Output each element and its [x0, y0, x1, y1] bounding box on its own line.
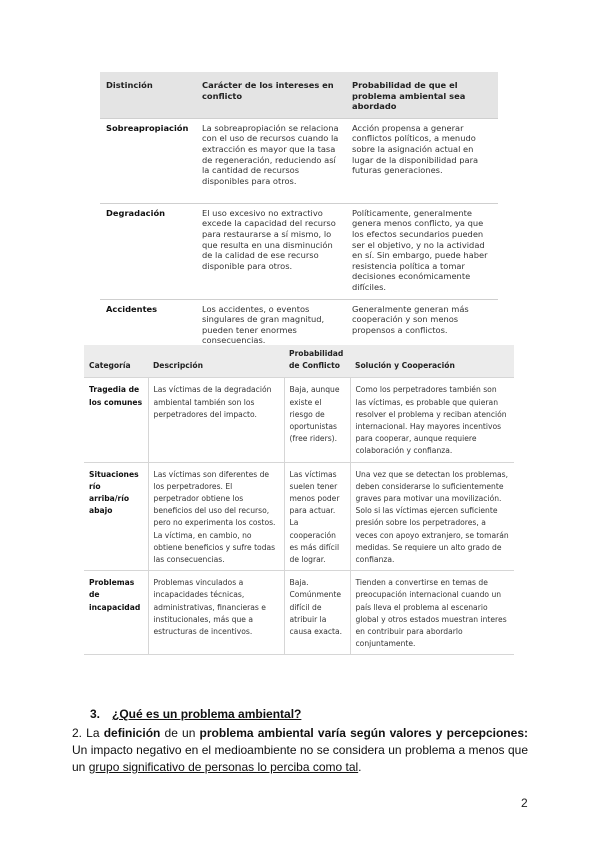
table-cell: Una vez que se detectan los problemas, deben considerarse lo suficientemente graves para motivar una movilización. Solo si las víctimas ejercen suficiente presión sobre los perpetradores, a veces con apoyo extranjero, se tomarán medidas. Se requiere un alto grado de confianza.: [350, 462, 514, 571]
table-cell: Generalmente generan más cooperación y son menos propensos a conflictos.: [346, 299, 498, 354]
table-cell: Las víctimas suelen tener menos poder para actuar. La cooperación es más difícil de lograr.: [284, 462, 350, 571]
table-cell: Acción propensa a generar conflictos políticos, a menudo sobre la asignación actual en lugar de la disponibilidad para futuras generaciones.: [346, 118, 498, 203]
category-table: [84, 345, 514, 655]
table-row: [100, 203, 498, 299]
text-run: 2. La: [72, 726, 104, 740]
section-heading: [90, 707, 301, 721]
row-label: Tragedia de los comunes: [84, 378, 148, 462]
table-row: [100, 118, 498, 203]
section-number: 3.: [90, 707, 101, 721]
table-row: [84, 378, 514, 462]
column-header: Descripción: [148, 345, 284, 378]
text-run: Un impacto negativo en el medioambiente no se considera un problema a menos que un: [72, 743, 528, 774]
table-row: [84, 571, 514, 655]
row-label: Accidentes: [100, 299, 196, 354]
table-row: [84, 462, 514, 571]
table-cell: Como los perpetradores también son las víctimas, es probable que quieran resolver el problema y reciban atención internacional. Hay mayores incentivos para cooperar, aunque requiere colaboración y confianza.: [350, 378, 514, 462]
table-cell: El uso excesivo no extractivo excede la capacidad del recurso para restaurarse a sí mismo, lo que resulta en una disminución de la calidad de ese recurso disponible para otros.: [196, 203, 346, 299]
column-header: Probabilidad de que el problema ambiental sea abordado: [346, 72, 498, 118]
table-cell: Baja, aunque existe el riesgo de oportunistas (free riders).: [284, 378, 350, 462]
text-run: de un: [160, 726, 200, 740]
column-header: Distinción: [100, 72, 196, 118]
table-cell: Políticamente, generalmente genera menos conflicto, ya que los efectos secundarios pueden ser el objetivo, y no la actividad en sí. Sin embargo, puede haber resistencia política a tomar decisiones económicamente difíciles.: [346, 203, 498, 299]
underlined-phrase: grupo significativo de personas lo perciba como tal: [88, 760, 359, 774]
table-header-row: [100, 72, 498, 118]
text-run: .: [358, 760, 362, 774]
table-cell: La sobreapropiación se relaciona con el uso de recursos cuando la extracción es mayor que la tasa de regeneración, reduciendo así la cantidad de recursos disponibles para otros.: [196, 118, 346, 203]
row-label: Sobreapropiación: [100, 118, 196, 203]
body-paragraph: [72, 725, 528, 776]
row-label: Problemas de incapacidad: [84, 571, 148, 655]
column-header: Solución y Cooperación: [350, 345, 514, 378]
table-cell: Tienden a convertirse en temas de preocupación internacional cuando un país lleva el problema al escenario global y otros estados muestran interes en contribuir para abordarlo conjuntamente.: [350, 571, 514, 655]
bold-term: definición: [103, 726, 161, 740]
column-header: Carácter de los intereses en conflicto: [196, 72, 346, 118]
table-header-row: [84, 345, 514, 378]
table-cell: Las víctimas son diferentes de los perpetradores. El perpetrador obtiene los beneficios del uso del recurso, pero no experimenta los costos. La víctima, en cambio, no obtiene beneficios y sufre todas las consecuencias.: [148, 462, 284, 571]
table-cell: Las víctimas de la degradación ambiental también son los perpetradores del impacto.: [148, 378, 284, 462]
page-number: 2: [521, 796, 528, 810]
section-question: ¿Qué es un problema ambiental?: [112, 707, 302, 721]
distinction-table: [100, 72, 498, 354]
column-header: Categoría: [84, 345, 148, 378]
table-cell: Problemas vinculados a incapacidades técnicas, administrativas, financieras e institucionales, más que a estructuras de incentivos.: [148, 571, 284, 655]
column-header: Probabilidad de Conflicto: [284, 345, 350, 378]
bold-term: problema ambiental varía según valores y percepciones:: [199, 726, 528, 740]
table-cell: Los accidentes, o eventos singulares de gran magnitud, pueden tener enormes consecuencias.: [196, 299, 346, 354]
row-label: Degradación: [100, 203, 196, 299]
row-label: Situaciones río arriba/río abajo: [84, 462, 148, 571]
table-cell: Baja. Comúnmente difícil de atribuir la causa exacta.: [284, 571, 350, 655]
